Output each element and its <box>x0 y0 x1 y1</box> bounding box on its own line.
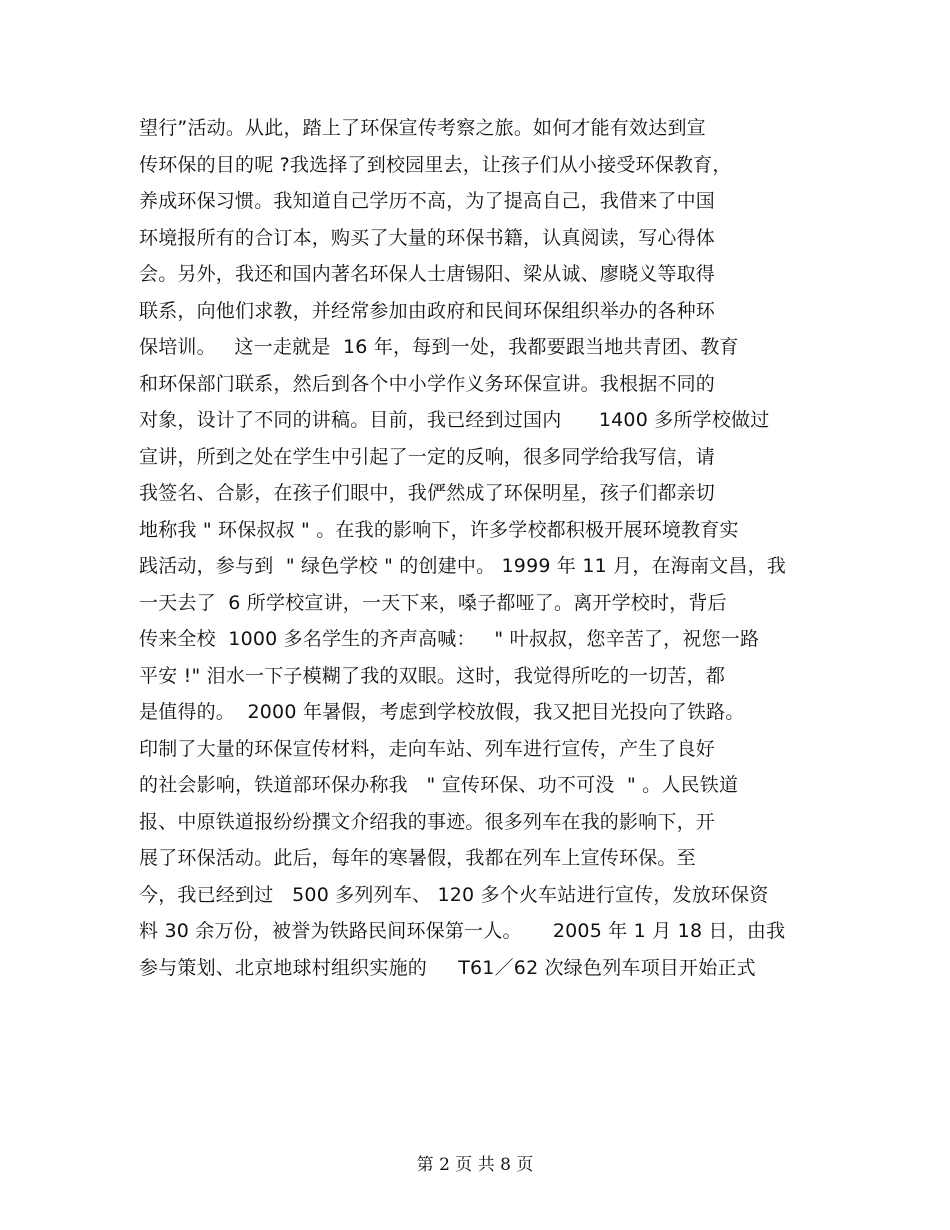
text-line: 的社会影响，铁道部环保办称我 " 宣传环保、功不可没 " 。人民铁道 <box>139 774 739 796</box>
text-line: 传来全校 1000 多名学生的齐声高喊： " 叶叔叔，您辛苦了，祝您一路 <box>139 628 760 650</box>
text-line: 参与策划、北京地球村组织实施的 T61／62 次绿色列车项目开始正式 <box>139 956 756 979</box>
text-line: 是值得的。 2000 年暑假，考虑到学校放假，我又把目光投向了铁路。 <box>139 701 745 723</box>
text-line: 望行”活动。从此，踏上了环保宣传考察之旅。如何才能有效达到宣 <box>139 117 706 139</box>
text-line: 保培训。 这一走就是 16 年，每到一处，我都要跟当地共青团、教育 <box>139 336 739 358</box>
text-line: 养成环保习惯。我知道自己学历不高，为了提高自己，我借来了中国 <box>139 190 716 212</box>
text-line: 对象，设计了不同的讲稿。目前，我已经到过国内 1400 多所学校做过 <box>139 409 770 431</box>
text-line: 宣讲，所到之处在学生中引起了一定的反响，很多同学给我写信，请 <box>139 445 716 468</box>
text-line: 今，我已经到过 500 多列列车、 120 多个火车站进行宣传，发放环保资 <box>139 883 769 906</box>
text-line: 和环保部门联系，然后到各个中小学作义务环保宣讲。我根据不同的 <box>139 372 716 395</box>
text-line: 践活动，参与到 " 绿色学校 " 的创建中。 1999 年 11 月，在海南文昌，我 <box>139 555 786 577</box>
text-line: 传环保的目的呢 ?我选择了到校园里去，让孩子们从小接受环保教育， <box>139 153 732 176</box>
text-line: 会。另外，我还和国内著名环保人士唐锡阳、梁从诚、廖晓义等取得 <box>139 263 716 285</box>
text-line: 我签名、合影，在孩子们眼中，我俨然成了环保明星，孩子们都亲切 <box>139 482 716 504</box>
text-line: 报、中原铁道报纷纷撰文介绍我的事迹。很多列车在我的影响下，开 <box>139 810 716 833</box>
text-line: 平安 !" 泪水一下子模糊了我的双眼。这时，我觉得所吃的一切苦，都 <box>139 664 726 687</box>
text-line: 地称我 " 环保叔叔 " 。在我的影响下，许多学校都积极开展环境教育实 <box>139 518 739 541</box>
text-line: 印制了大量的环保宣传材料，走向车站、列车进行宣传，产生了良好 <box>139 737 716 760</box>
body-text <box>139 110 819 986</box>
text-line: 联系，向他们求教，并经常参加由政府和民间环保组织举办的各种环 <box>139 299 716 322</box>
text-line: 一天去了 6 所学校宣讲，一天下来，嗓子都哑了。离开学校时，背后 <box>139 591 727 614</box>
text-line: 环境报所有的合订本，购买了大量的环保书籍，认真阅读，写心得体 <box>139 226 716 249</box>
page-number-footer: 第 2 页 共 8 页 <box>416 1155 534 1175</box>
text-line: 展了环保活动。此后，每年的寒暑假，我都在列车上宣传环保。至 <box>139 847 696 869</box>
text-line: 料 30 余万份，被誉为铁路民间环保第一人。 2005 年 1 月 18 日，由我 <box>139 920 786 942</box>
